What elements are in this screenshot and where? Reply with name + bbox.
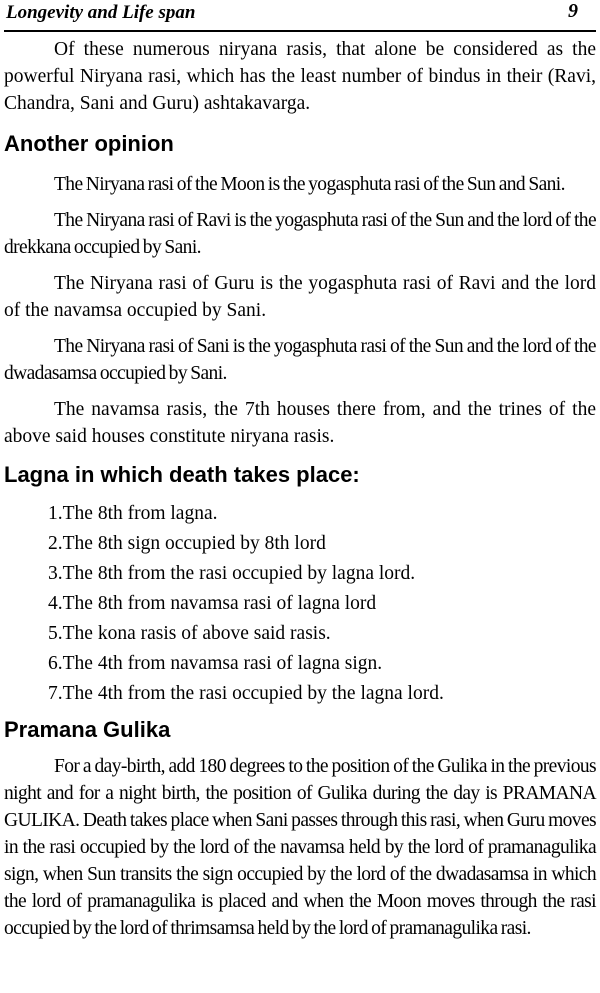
list-item: 2.The 8th sign occupied by 8th lord xyxy=(48,533,326,554)
opinion-paragraph-sani: The Niryana rasi of Sani is the yogasphuta rasi of the Sun and the lord of the dwadasamsa occupied by Sani. xyxy=(4,336,596,384)
heading-lagna: Lagna in which death takes place: xyxy=(4,462,360,487)
heading-pramana-gulika: Pramana Gulika xyxy=(4,717,171,742)
opinion-paragraph-moon: The Niryana rasi of the Moon is the yogasphuta rasi of the Sun and Sani. xyxy=(54,174,565,195)
page-number: 9 xyxy=(568,0,578,22)
intro-paragraph: Of these numerous niryana rasis, that alone be considered as the powerful Niryana rasi, which has the least number of bindus in their (Ravi, Chandra, Sani and Guru) ashtakavarga. xyxy=(4,39,596,114)
opinion-paragraph-guru: The Niryana rasi of Guru is the yogasphuta rasi of Ravi and the lord of the navamsa occupied by Sani. xyxy=(4,273,596,321)
list-item: 1.The 8th from lagna. xyxy=(48,503,218,524)
list-item: 6.The 4th from navamsa rasi of lagna sign. xyxy=(48,653,383,674)
list-item: 5.The kona rasis of above said rasis. xyxy=(48,623,331,644)
lagna-list xyxy=(4,500,596,707)
opinion-paragraph-ravi: The Niryana rasi of Ravi is the yogasphuta rasi of the Sun and the lord of the drekkana occupied by Sani. xyxy=(4,210,596,258)
running-title: Longevity and Life span xyxy=(6,2,196,23)
heading-another-opinion: Another opinion xyxy=(4,131,174,156)
opinion-paragraph-navamsa: The navamsa rasis, the 7th houses there from, and the trines of the above said houses constitute niryana rasis. xyxy=(4,399,596,447)
list-item: 3.The 8th from the rasi occupied by lagna lord. xyxy=(48,563,416,584)
running-header xyxy=(4,0,596,32)
page-content xyxy=(4,36,596,942)
list-item: 7.The 4th from the rasi occupied by the lagna lord. xyxy=(48,683,444,704)
list-item: 4.The 8th from navamsa rasi of lagna lord xyxy=(48,593,377,614)
pramana-paragraph: For a day-birth, add 180 degrees to the position of the Gulika in the previous night and for a night birth, the position of Gulika during the day is PRAMANA GULIKA. Death takes place when Sani passes through this rasi, when Guru moves in the rasi occupied by the lord of the navamsa held by the lord of pramanagulika sign, when Sun transits the sign occupied by the lord of the dwadasamsa in which the lord of pramanagulika is placed and when the Moon moves through the rasi occupied by the lord of thrimsamsa held by the lord of pramanagulika rasi. xyxy=(4,756,596,939)
